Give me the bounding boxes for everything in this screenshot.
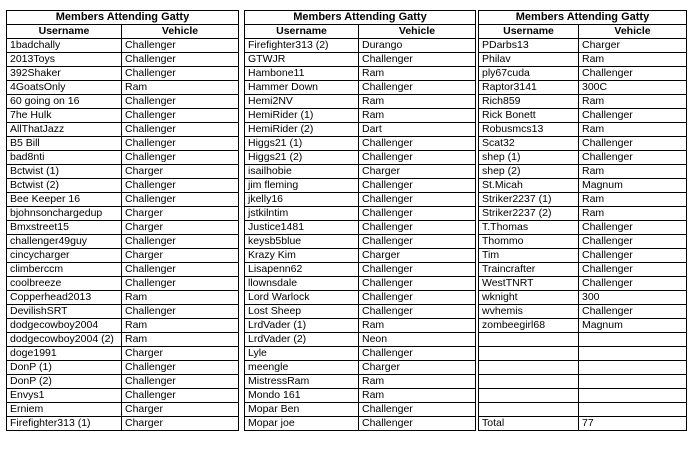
username-cell: dodgecowboy2004 [7, 319, 122, 333]
vehicle-cell: Challenger [579, 67, 687, 81]
table-row [245, 235, 476, 249]
vehicle-cell [579, 375, 687, 389]
table-row [7, 403, 239, 417]
table-row [245, 305, 476, 319]
username-cell: doge1991 [7, 347, 122, 361]
vehicle-cell: Charger [122, 207, 239, 221]
table-row [245, 291, 476, 305]
table-row [245, 39, 476, 53]
table-row [479, 375, 687, 389]
vehicle-cell: Challenger [359, 305, 476, 319]
column-header-username: Username [479, 25, 579, 39]
username-cell: keysb5blue [245, 235, 359, 249]
members-table-2 [244, 10, 476, 431]
table-row [479, 39, 687, 53]
vehicle-cell: Challenger [359, 277, 476, 291]
username-cell: ply67cuda [479, 67, 579, 81]
table-row [479, 95, 687, 109]
username-cell: 7he Hulk [7, 109, 122, 123]
username-cell: AllThatJazz [7, 123, 122, 137]
table-row [479, 179, 687, 193]
username-cell: Lord Warlock [245, 291, 359, 305]
table-row [245, 333, 476, 347]
username-cell [479, 347, 579, 361]
table-row [245, 361, 476, 375]
table-row [479, 53, 687, 67]
table-row [245, 193, 476, 207]
table-row [479, 389, 687, 403]
vehicle-cell: Charger [122, 347, 239, 361]
username-cell: DonP (1) [7, 361, 122, 375]
table-row [7, 207, 239, 221]
vehicle-cell: Challenger [579, 221, 687, 235]
username-cell: zombeegirl68 [479, 319, 579, 333]
table-row [245, 95, 476, 109]
username-cell: meengle [245, 361, 359, 375]
table-row [7, 39, 239, 53]
table-row [7, 193, 239, 207]
members-table-3 [478, 10, 687, 431]
table-row [245, 165, 476, 179]
vehicle-cell: Challenger [122, 179, 239, 193]
username-cell: Bmxstreet15 [7, 221, 122, 235]
table-row [7, 165, 239, 179]
username-cell: Higgs21 (1) [245, 137, 359, 151]
table-row [245, 221, 476, 235]
username-cell: GTWJR [245, 53, 359, 67]
vehicle-cell [579, 403, 687, 417]
username-cell: Striker2237 (2) [479, 207, 579, 221]
column-header-vehicle: Vehicle [359, 25, 476, 39]
username-cell: DevilishSRT [7, 305, 122, 319]
username-cell: jim fleming [245, 179, 359, 193]
username-cell: 1badchally [7, 39, 122, 53]
table-row [245, 389, 476, 403]
table-row [7, 417, 239, 431]
vehicle-cell: Challenger [579, 277, 687, 291]
vehicle-cell: Challenger [122, 123, 239, 137]
username-cell [479, 333, 579, 347]
table-row [479, 249, 687, 263]
username-cell: Bee Keeper 16 [7, 193, 122, 207]
vehicle-cell: Challenger [579, 263, 687, 277]
username-cell: Justice1481 [245, 221, 359, 235]
vehicle-cell: Challenger [122, 305, 239, 319]
table-row [245, 67, 476, 81]
username-cell: Mondo 161 [245, 389, 359, 403]
vehicle-cell: Challenger [359, 179, 476, 193]
vehicle-cell: Challenger [359, 207, 476, 221]
username-cell: Traincrafter [479, 263, 579, 277]
username-cell: Firefighter313 (2) [245, 39, 359, 53]
table-row [7, 221, 239, 235]
username-cell: Firefighter313 (1) [7, 417, 122, 431]
table-row [245, 347, 476, 361]
vehicle-cell: Challenger [359, 235, 476, 249]
username-cell: Lyle [245, 347, 359, 361]
vehicle-cell: Ram [359, 67, 476, 81]
table-title: Members Attending Gatty [245, 11, 476, 25]
vehicle-cell: Challenger [359, 403, 476, 417]
table-row [7, 109, 239, 123]
vehicle-cell: Challenger [122, 361, 239, 375]
table-row [245, 137, 476, 151]
username-cell: MistressRam [245, 375, 359, 389]
username-cell: wvhemis [479, 305, 579, 319]
vehicle-cell: Challenger [579, 235, 687, 249]
table-row [245, 207, 476, 221]
vehicle-cell [579, 333, 687, 347]
table-row [479, 403, 687, 417]
table-row [479, 291, 687, 305]
column-header-vehicle: Vehicle [579, 25, 687, 39]
vehicle-cell: 300 [579, 291, 687, 305]
username-cell: Mopar joe [245, 417, 359, 431]
vehicle-cell [579, 389, 687, 403]
username-cell: Hambone11 [245, 67, 359, 81]
username-cell: LrdVader (2) [245, 333, 359, 347]
table-row [479, 305, 687, 319]
vehicle-cell: Challenger [359, 137, 476, 151]
vehicle-cell: Challenger [122, 193, 239, 207]
vehicle-cell: Challenger [359, 193, 476, 207]
vehicle-cell: Challenger [359, 151, 476, 165]
vehicle-cell: Challenger [359, 291, 476, 305]
vehicle-cell: Challenger [359, 221, 476, 235]
table-title: Members Attending Gatty [7, 11, 239, 25]
username-cell: dodgecowboy2004 (2) [7, 333, 122, 347]
table-row [7, 123, 239, 137]
column-header-username: Username [7, 25, 122, 39]
username-cell: Erniem [7, 403, 122, 417]
vehicle-cell: Challenger [122, 95, 239, 109]
table-row [479, 417, 687, 431]
vehicle-cell: Ram [122, 291, 239, 305]
vehicle-cell: Neon [359, 333, 476, 347]
username-cell: shep (1) [479, 151, 579, 165]
members-table-1 [6, 10, 239, 431]
username-cell: Raptor3141 [479, 81, 579, 95]
vehicle-cell: Challenger [359, 263, 476, 277]
vehicle-cell: Charger [359, 249, 476, 263]
vehicle-cell: Ram [122, 81, 239, 95]
table-row [7, 67, 239, 81]
vehicle-cell: Challenger [579, 305, 687, 319]
table-row [7, 305, 239, 319]
vehicle-cell: Ram [359, 375, 476, 389]
table-row [479, 263, 687, 277]
vehicle-cell: Challenger [122, 235, 239, 249]
table-row [7, 277, 239, 291]
table-row [479, 151, 687, 165]
username-cell: llownsdale [245, 277, 359, 291]
vehicle-cell: Challenger [122, 375, 239, 389]
vehicle-cell: Ram [122, 333, 239, 347]
username-cell: Lost Sheep [245, 305, 359, 319]
username-cell: PDarbs13 [479, 39, 579, 53]
username-cell: bad8nti [7, 151, 122, 165]
vehicle-cell: Ram [579, 95, 687, 109]
username-cell: HemiRider (2) [245, 123, 359, 137]
table-row [7, 151, 239, 165]
username-cell: shep (2) [479, 165, 579, 179]
username-cell: B5 Bill [7, 137, 122, 151]
username-cell: Philav [479, 53, 579, 67]
vehicle-cell: Challenger [122, 109, 239, 123]
table-row [479, 333, 687, 347]
vehicle-cell: Challenger [359, 81, 476, 95]
table-row [245, 277, 476, 291]
vehicle-cell: Charger [122, 165, 239, 179]
vehicle-cell: Magnum [579, 179, 687, 193]
table-row [7, 95, 239, 109]
vehicle-cell: Ram [579, 207, 687, 221]
username-cell [479, 389, 579, 403]
username-cell: 392Shaker [7, 67, 122, 81]
username-cell: isailhobie [245, 165, 359, 179]
username-cell: coolbreeze [7, 277, 122, 291]
table-row [479, 207, 687, 221]
vehicle-cell: Magnum [579, 319, 687, 333]
vehicle-cell [579, 347, 687, 361]
vehicle-cell: 77 [579, 417, 687, 431]
username-cell: Bctwist (1) [7, 165, 122, 179]
table-row [7, 333, 239, 347]
table-row [479, 193, 687, 207]
vehicle-cell: Charger [122, 221, 239, 235]
table-row [245, 319, 476, 333]
table-row [245, 263, 476, 277]
vehicle-cell: Challenger [122, 263, 239, 277]
vehicle-cell: Challenger [122, 277, 239, 291]
vehicle-cell: Challenger [122, 39, 239, 53]
table-row [7, 361, 239, 375]
vehicle-cell: Charger [122, 249, 239, 263]
table-row [479, 137, 687, 151]
vehicle-cell: Challenger [122, 137, 239, 151]
table-row [479, 235, 687, 249]
table-row [479, 347, 687, 361]
table-row [245, 81, 476, 95]
username-cell [479, 361, 579, 375]
vehicle-cell: Challenger [579, 249, 687, 263]
table-row [245, 417, 476, 431]
vehicle-cell: Challenger [579, 151, 687, 165]
vehicle-cell: Challenger [359, 347, 476, 361]
username-cell: HemiRider (1) [245, 109, 359, 123]
username-cell: climberccm [7, 263, 122, 277]
username-cell: Hammer Down [245, 81, 359, 95]
table-row [479, 109, 687, 123]
username-cell [479, 403, 579, 417]
table-row [7, 249, 239, 263]
username-cell: 4GoatsOnly [7, 81, 122, 95]
vehicle-cell: Challenger [122, 53, 239, 67]
username-cell: wknight [479, 291, 579, 305]
vehicle-cell: Challenger [359, 53, 476, 67]
username-cell: Robusmcs13 [479, 123, 579, 137]
username-cell: Hemi2NV [245, 95, 359, 109]
table-row [7, 375, 239, 389]
vehicle-cell: Ram [579, 53, 687, 67]
table-row [479, 67, 687, 81]
vehicle-cell: Ram [579, 123, 687, 137]
vehicle-cell: Charger [359, 165, 476, 179]
username-cell: St.Micah [479, 179, 579, 193]
username-cell: DonP (2) [7, 375, 122, 389]
table-row [245, 403, 476, 417]
username-cell: Thommo [479, 235, 579, 249]
table-row [7, 263, 239, 277]
table-row [245, 375, 476, 389]
username-cell: Higgs21 (2) [245, 151, 359, 165]
vehicle-cell: Challenger [122, 389, 239, 403]
vehicle-cell: Ram [359, 109, 476, 123]
username-cell: WestTNRT [479, 277, 579, 291]
vehicle-cell: Ram [359, 95, 476, 109]
username-cell: 2013Toys [7, 53, 122, 67]
username-cell: Envys1 [7, 389, 122, 403]
vehicle-cell: Charger [359, 361, 476, 375]
table-row [7, 235, 239, 249]
table-row [479, 221, 687, 235]
username-cell: Copperhead2013 [7, 291, 122, 305]
username-cell: Scat32 [479, 137, 579, 151]
vehicle-cell: Ram [579, 165, 687, 179]
vehicle-cell: Charger [122, 403, 239, 417]
table-row [479, 361, 687, 375]
table-row [479, 123, 687, 137]
table-title: Members Attending Gatty [479, 11, 687, 25]
username-cell: Rick Bonett [479, 109, 579, 123]
vehicle-cell: Challenger [579, 137, 687, 151]
username-cell: Striker2237 (1) [479, 193, 579, 207]
username-cell: Krazy Kim [245, 249, 359, 263]
table-row [479, 319, 687, 333]
vehicle-cell: Charger [122, 417, 239, 431]
username-cell: Total [479, 417, 579, 431]
table-row [7, 53, 239, 67]
table-row [7, 179, 239, 193]
username-cell [479, 375, 579, 389]
table-row [7, 389, 239, 403]
username-cell: Rich859 [479, 95, 579, 109]
username-cell: LrdVader (1) [245, 319, 359, 333]
vehicle-cell: Challenger [359, 417, 476, 431]
table-row [245, 151, 476, 165]
vehicle-cell: 300C [579, 81, 687, 95]
username-cell: Mopar Ben [245, 403, 359, 417]
username-cell: cincycharger [7, 249, 122, 263]
vehicle-cell: Challenger [122, 151, 239, 165]
table-row [245, 249, 476, 263]
username-cell: jkelly16 [245, 193, 359, 207]
vehicle-cell [579, 361, 687, 375]
table-row [479, 277, 687, 291]
vehicle-cell: Dart [359, 123, 476, 137]
column-header-vehicle: Vehicle [122, 25, 239, 39]
vehicle-cell: Challenger [579, 109, 687, 123]
username-cell: challenger49guy [7, 235, 122, 249]
vehicle-cell: Ram [579, 193, 687, 207]
table-row [245, 179, 476, 193]
table-row [7, 81, 239, 95]
table-row [245, 53, 476, 67]
username-cell: Bctwist (2) [7, 179, 122, 193]
table-row [7, 347, 239, 361]
table-row [7, 319, 239, 333]
vehicle-cell: Ram [122, 319, 239, 333]
username-cell: T.Thomas [479, 221, 579, 235]
table-row [7, 291, 239, 305]
table-row [7, 137, 239, 151]
username-cell: 60 going on 16 [7, 95, 122, 109]
vehicle-cell: Ram [359, 389, 476, 403]
username-cell: Lisapenn62 [245, 263, 359, 277]
username-cell: Tim [479, 249, 579, 263]
vehicle-cell: Ram [359, 319, 476, 333]
vehicle-cell: Durango [359, 39, 476, 53]
table-row [245, 109, 476, 123]
username-cell: jstkilntim [245, 207, 359, 221]
column-header-username: Username [245, 25, 359, 39]
vehicle-cell: Challenger [122, 67, 239, 81]
table-row [479, 165, 687, 179]
table-row [245, 123, 476, 137]
table-row [479, 81, 687, 95]
vehicle-cell: Charger [579, 39, 687, 53]
username-cell: bjohnsonchargedup [7, 207, 122, 221]
